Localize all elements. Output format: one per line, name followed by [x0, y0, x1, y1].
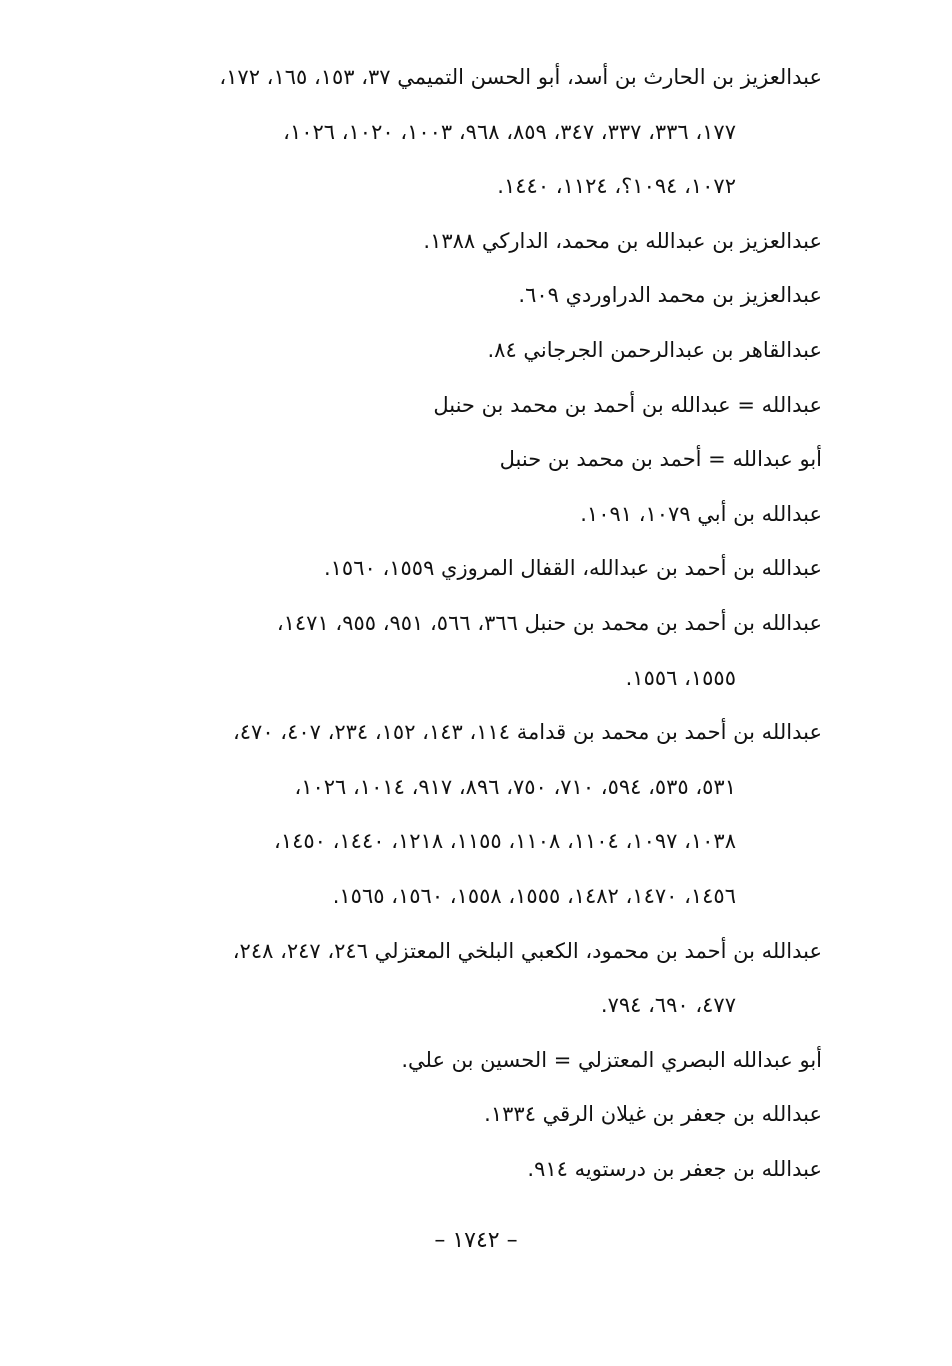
index-entry-line: عبدالعزيز بن الحارث بن أسد، أبو الحسن التميمي ٣٧، ١٥٣، ١٦٥، ١٧٢،	[219, 65, 822, 89]
index-entry-line: عبدالله بن أحمد بن محمود، الكعبي البلخي المعتزلي ٢٤٦، ٢٤٧، ٢٤٨،	[232, 938, 822, 963]
index-entry-continuation-line: ١٠٣٨، ١٠٩٧، ١١٠٤، ١١٠٨، ١١٥٥، ١٢١٨، ١٤٤٠، ١٤٥٠،	[274, 829, 736, 854]
index-entry-line: عبدالعزيز بن عبدالله بن محمد، الداركي ١٣٨٨.	[423, 228, 822, 253]
index-entry-line: عبدالله بن أحمد بن محمد بن حنبل ٣٦٦، ٥٦٦، ٩٥١، ٩٥٥، ١٤٧١،	[276, 610, 822, 635]
name-index-list	[102, 50, 822, 1196]
index-entry-line: عبدالله بن أحمد بن عبدالله، القفال المروزي ١٥٥٩، ١٥٦٠.	[323, 556, 822, 581]
index-entry-line: عبدالعزيز بن محمد الدراوردي ٦٠٩.	[518, 283, 822, 308]
index-entry-line: عبدالله = عبدالله بن أحمد بن محمد بن حنبل	[433, 392, 822, 417]
index-entry-continuation-line: ١٠٧٢، ١٠٩٤؟، ١١٢٤، ١٤٤٠.	[497, 174, 736, 199]
index-entry-line: عبدالله بن أبي ١٠٧٩، ١٠٩١.	[580, 501, 822, 526]
index-entry-continuation-line: ١٥٥٥، ١٥٥٦.	[625, 665, 736, 690]
index-entry-line: أبو عبدالله البصري المعتزلي = الحسين بن علي.	[401, 1047, 822, 1072]
index-entry-continuation-line: ١٧٧، ٣٣٦، ٣٣٧، ٣٤٧، ٨٥٩، ٩٦٨، ١٠٠٣، ١٠٢٠، ١٠٢٦،	[283, 119, 736, 144]
index-entry-line: عبدالله بن جعفر بن غيلان الرقي ١٣٣٤.	[484, 1102, 822, 1127]
index-entry-line: عبدالقاهر بن عبدالرحمن الجرجاني ٨٤.	[487, 337, 822, 362]
index-entry-continuation-line: ١٤٥٦، ١٤٧٠، ١٤٨٢، ١٥٥٥، ١٥٥٨، ١٥٦٠، ١٥٦٥.	[332, 883, 736, 908]
page-number: – ١٧٤٢ –	[434, 1228, 518, 1253]
index-entry-continuation-line: ٥٣١، ٥٣٥، ٥٩٤، ٧١٠، ٧٥٠، ٨٩٦، ٩١٧، ١٠١٤، ١٠٢٦،	[294, 774, 736, 799]
index-entry-line: عبدالله بن جعفر بن درستويه ٩١٤.	[527, 1156, 822, 1181]
index-entry-line: أبو عبدالله = أحمد بن محمد بن حنبل	[499, 447, 822, 472]
index-entry-line: عبدالله بن أحمد بن محمد بن قدامة ١١٤، ١٤٣، ١٥٢، ٢٣٤، ٤٠٧، ٤٧٠،	[232, 720, 822, 745]
index-entry-continuation-line: ٤٧٧، ٦٩٠، ٧٩٤.	[600, 993, 736, 1018]
